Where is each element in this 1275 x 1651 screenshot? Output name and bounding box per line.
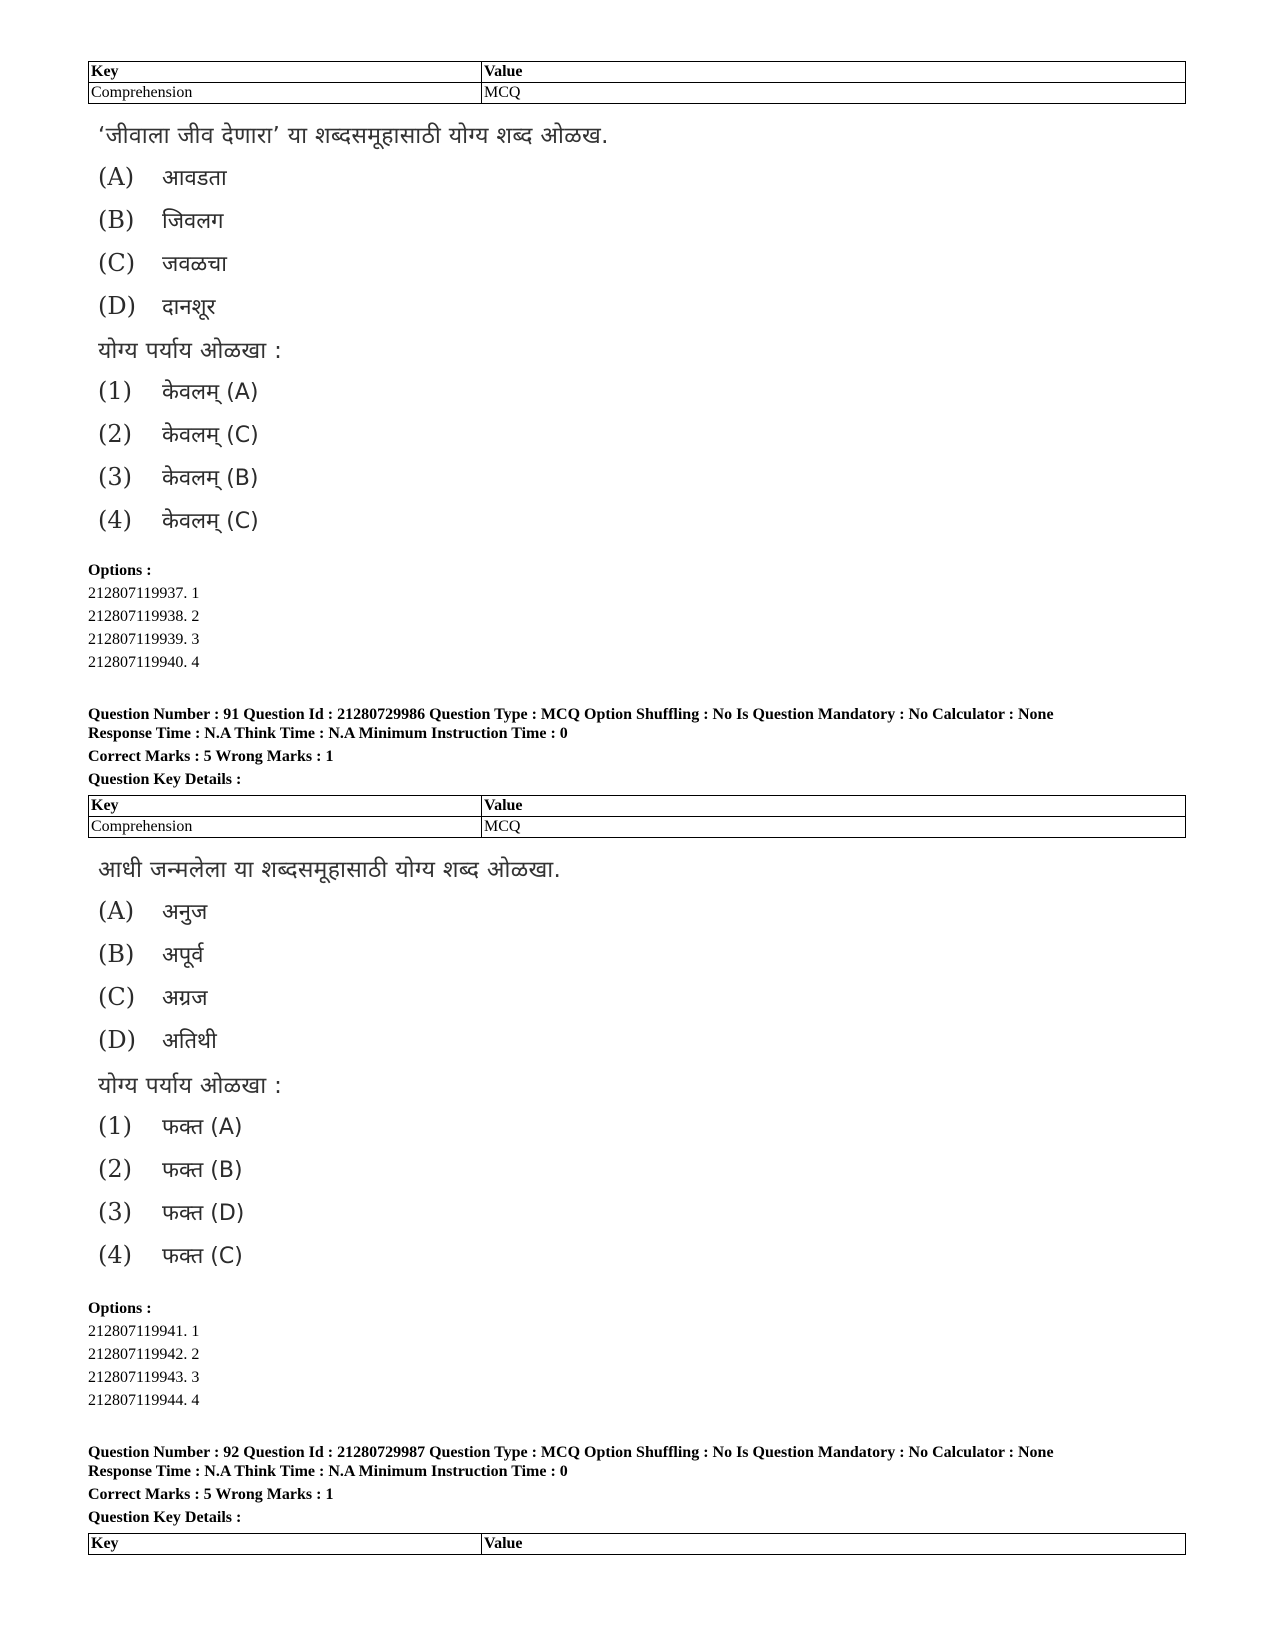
choice-text: अग्रज [162,986,208,1011]
q90-prompt: योग्य पर्याय ओळखा : [98,338,283,364]
q90-answer-4 [98,505,259,535]
q90-option-row: 212807119938. 2 [88,608,200,625]
q91-marks: Correct Marks : 5 Wrong Marks : 1 [88,748,334,765]
q91-key-table [88,795,1188,838]
value-header: Value [482,62,1186,83]
answer-text: केवलम् (A) [162,380,259,405]
q91-key-details-label: Question Key Details : [88,771,242,788]
q91-answer-3 [98,1197,244,1227]
q91-option-row: 212807119942. 2 [88,1346,200,1363]
table-row [89,817,1186,838]
choice-text: अपूर्व [162,943,204,968]
q92-meta-line-2: Response Time : N.A Think Time : N.A Minimum Instruction Time : 0 [88,1463,568,1480]
choice-label: (B) [98,206,135,234]
key-header: Key [89,1534,482,1555]
answer-label: (3) [98,1198,132,1226]
q91-choice-a [98,896,207,926]
answer-label: (4) [98,1241,132,1269]
q90-option-row: 212807119939. 3 [88,631,200,648]
choice-label: (D) [98,292,136,320]
key-cell: Comprehension [89,83,482,104]
answer-text: केवलम् (C) [162,423,259,448]
q91-answer-1 [98,1111,243,1141]
choice-text: अतिथी [162,1029,217,1054]
choice-text: जिवलग [162,209,224,234]
q90-answer-2 [98,419,259,449]
q90-key-table [88,61,1188,104]
choice-text: अनुज [162,900,208,925]
answer-label: (1) [98,377,132,405]
q91-meta-line-1: Question Number : 91 Question Id : 21280729986 Question Type : MCQ Option Shuffling : No Is Question Mandatory : No Calculator : None [88,706,1054,723]
q92-key-table [88,1533,1188,1555]
table-header-row [89,62,1186,83]
q91-option-row: 212807119941. 1 [88,1323,200,1340]
q91-choice-c [98,982,208,1012]
q90-stem: ‘जीवाला जीव देणारा’ या शब्दसमूहासाठी योग्य शब्द ओळख. [98,123,609,149]
q92-key-details-label: Question Key Details : [88,1509,242,1526]
choice-text: आवडता [162,166,227,191]
q90-answer-1 [98,376,258,406]
value-cell: MCQ [482,817,1186,838]
answer-text: फक्त (D) [162,1201,245,1226]
q92-marks: Correct Marks : 5 Wrong Marks : 1 [88,1486,334,1503]
q90-options-label: Options : [88,562,152,579]
answer-label: (4) [98,506,132,534]
key-header: Key [89,796,482,817]
answer-label: (2) [98,1155,132,1183]
choice-label: (D) [98,1026,136,1054]
q90-choice-d [98,291,216,321]
q91-option-row: 212807119944. 4 [88,1392,200,1409]
answer-label: (1) [98,1112,132,1140]
value-cell: MCQ [482,83,1186,104]
value-header: Value [482,796,1186,817]
table-header-row [89,1534,1186,1555]
answer-text: फक्त (B) [162,1158,243,1183]
table-row [89,83,1186,104]
q91-meta-line-2: Response Time : N.A Think Time : N.A Minimum Instruction Time : 0 [88,725,568,742]
q90-choice-c [98,248,227,278]
choice-label: (C) [98,249,136,277]
key-header: Key [89,62,482,83]
q91-answer-2 [98,1154,243,1184]
table-header-row [89,796,1186,817]
q92-meta-line-1: Question Number : 92 Question Id : 21280729987 Question Type : MCQ Option Shuffling : No Is Question Mandatory : No Calculator : None [88,1444,1054,1461]
choice-label: (C) [98,983,136,1011]
q90-option-row: 212807119937. 1 [88,585,200,602]
q90-choice-a [98,162,227,192]
key-cell: Comprehension [89,817,482,838]
value-header: Value [482,1534,1186,1555]
answer-label: (2) [98,420,132,448]
q91-stem: आधी जन्मलेला या शब्दसमूहासाठी योग्य शब्द ओळखा. [98,857,562,883]
q90-answer-3 [98,462,258,492]
q91-options-label: Options : [88,1300,152,1317]
choice-text: दानशूर [162,295,216,320]
choice-label: (B) [98,940,135,968]
answer-text: फक्त (A) [162,1115,243,1140]
q91-answer-4 [98,1240,243,1270]
choice-label: (A) [98,897,135,925]
choice-label: (A) [98,163,135,191]
q90-choice-b [98,205,224,235]
answer-text: केवलम् (B) [162,466,259,491]
answer-label: (3) [98,463,132,491]
choice-text: जवळचा [162,252,227,277]
q91-prompt: योग्य पर्याय ओळखा : [98,1073,283,1099]
q90-option-row: 212807119940. 4 [88,654,200,671]
answer-text: फक्त (C) [162,1244,243,1269]
q91-option-row: 212807119943. 3 [88,1369,200,1386]
q91-choice-d [98,1025,217,1055]
answer-text: केवलम् (C) [162,509,259,534]
q91-choice-b [98,939,204,969]
